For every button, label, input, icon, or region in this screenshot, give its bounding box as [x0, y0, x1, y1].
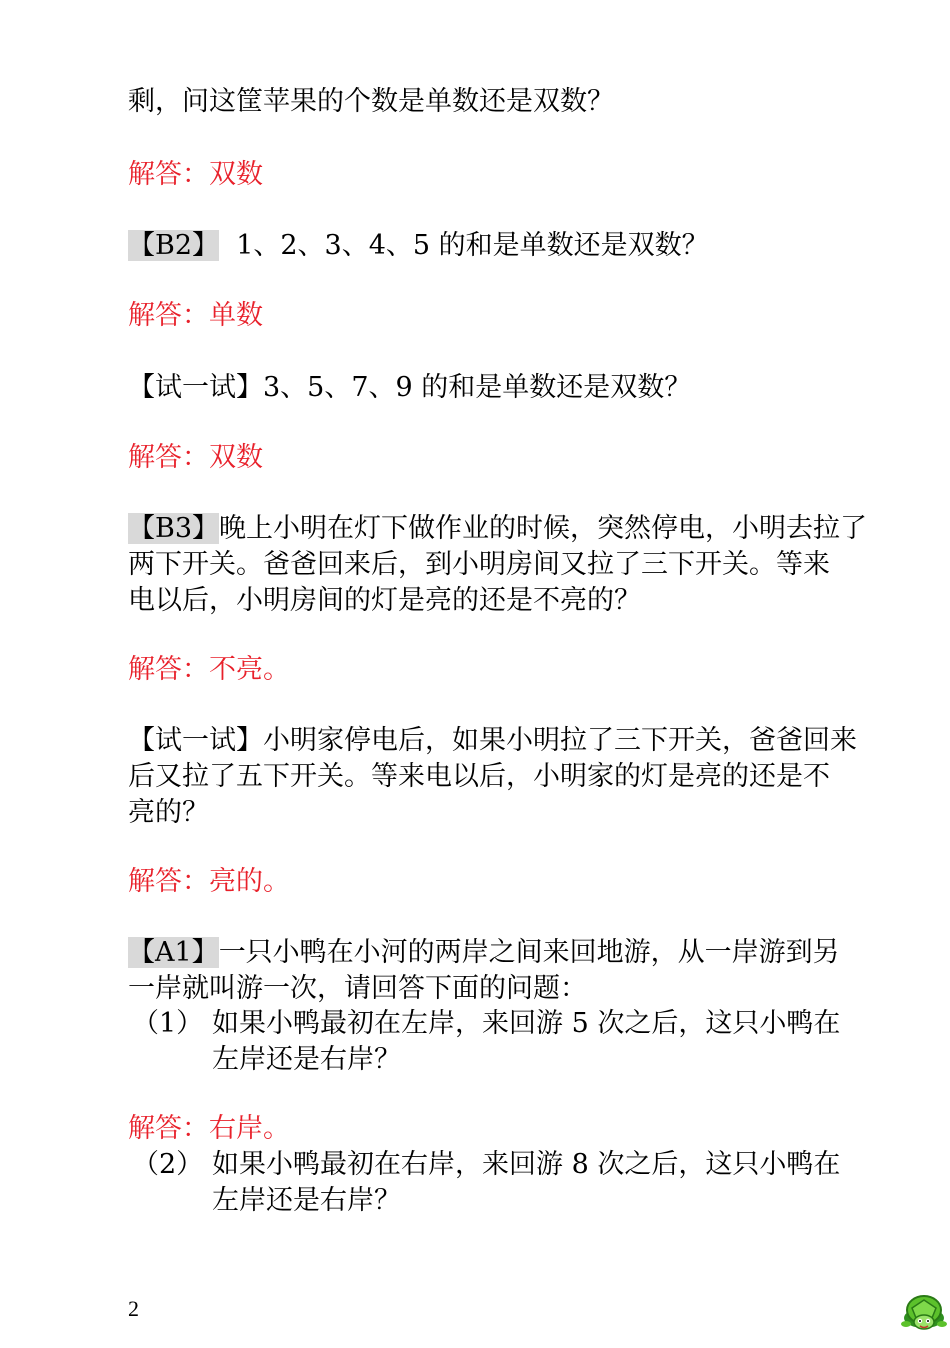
sub-question-number: （1）	[132, 1008, 204, 1039]
question-a1	[128, 935, 840, 971]
question-a1-line1: 一只小鸭在小河的两岸之间来回地游，从一岸游到另	[218, 937, 840, 968]
sub-question-line1: 如果小鸭最初在右岸，来回游 8 次之后，这只小鸭在	[212, 1149, 841, 1180]
sub-question-line2: 左岸还是右岸？	[212, 1185, 401, 1216]
answer-text: 解答：单数	[128, 300, 263, 331]
try-it-line3: 亮的？	[128, 797, 209, 828]
question-text: 剩，问这筐苹果的个数是单数还是双数？	[128, 86, 614, 117]
answer-text: 解答：右岸。	[128, 1113, 290, 1144]
question-b3-line2: 两下开关。爸爸回来后，到小明房间又拉了三下开关。等来	[128, 549, 830, 580]
tag-b3: 【B3】	[128, 513, 220, 544]
try-it-text: 【试一试】3、5、7、9 的和是单数还是双数？	[128, 372, 692, 403]
turtle-icon	[900, 1288, 948, 1332]
question-b3-line1: 晚上小明在灯下做作业的时候，突然停电，小明去拉了	[219, 513, 868, 544]
answer-text: 解答：不亮。	[128, 654, 290, 685]
question-b2-text: 1、2、3、4、5 的和是单数还是双数？	[219, 230, 709, 261]
answer-text: 解答：双数	[128, 159, 263, 190]
question-b3-line3: 电以后，小明房间的灯是亮的还是不亮的？	[128, 585, 641, 616]
sub-question-number: （2）	[132, 1149, 204, 1180]
sub-question-line2: 左岸还是右岸？	[212, 1044, 401, 1075]
answer-text: 解答：双数	[128, 442, 263, 473]
try-it-line1: 【试一试】小明家停电后，如果小明拉了三下开关，爸爸回来	[128, 725, 857, 756]
try-it-line2: 后又拉了五下开关。等来电以后，小明家的灯是亮的还是不	[128, 761, 830, 792]
question-b3	[128, 511, 868, 547]
sub-question-line1: 如果小鸭最初在左岸，来回游 5 次之后，这只小鸭在	[212, 1008, 841, 1039]
answer-text: 解答：亮的。	[128, 866, 290, 897]
tag-a1: 【A1】	[128, 937, 219, 968]
question-b2	[128, 228, 826, 264]
tag-b2: 【B2】	[128, 230, 220, 261]
page-number: 2	[128, 1296, 139, 1321]
question-a1-line2: 一岸就叫游一次，请回答下面的问题：	[128, 973, 587, 1004]
